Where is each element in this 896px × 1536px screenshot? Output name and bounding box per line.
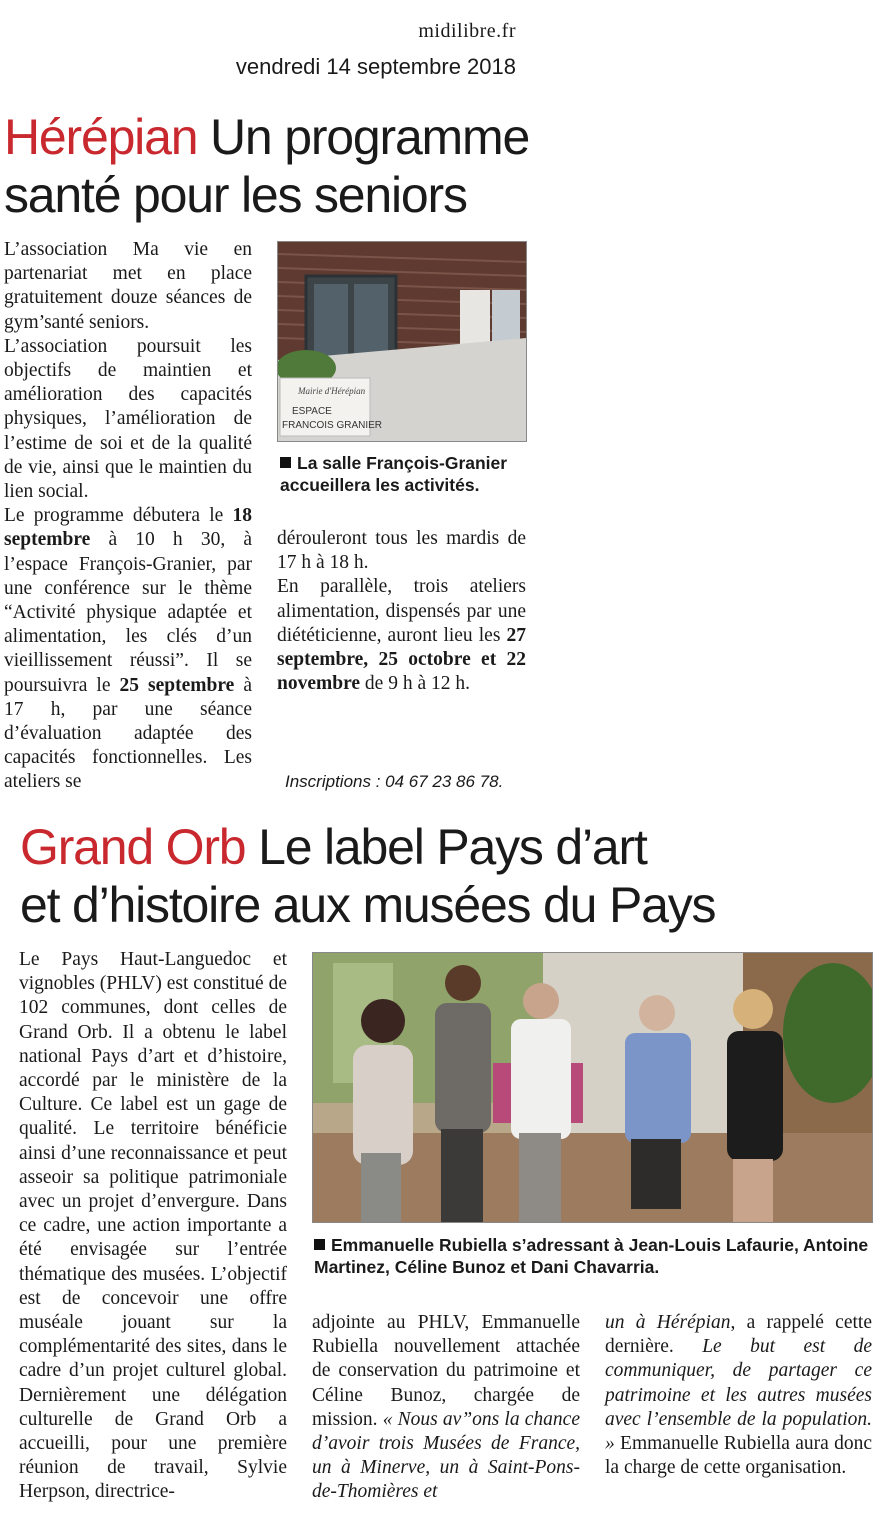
- article2-paragraph: adjointe au PHLV, Emmanuelle Rubiella nouvellement attachée de conservation du patrimoine et Céline Bunoz, chargée de mission. « Nous av”ons la chance d’avoir trois Musées de France, un à Minerve, un à Saint-Pons-de-Thomières et: [312, 1312, 580, 1503]
- publication-date: vendredi 14 septembre 2018: [235, 54, 516, 79]
- site-name: midilibre.fr: [418, 20, 516, 42]
- article1-paragraph: dérouleront tous les mardis de 17 h à 18 h.: [277, 528, 526, 574]
- sign-line1: ESPACE: [292, 406, 332, 417]
- article1-column2: [277, 527, 526, 696]
- date-highlight: 18 septembre: [4, 505, 252, 551]
- article2-caption: Emmanuelle Rubiella s’adressant à Jean-Louis Lafaurie, Antoine Martinez, Céline Bunoz et Dani Chavarria.: [314, 1235, 869, 1277]
- article2-paragraph: un à Hérépian, a rappelé cette dernière. Le but est de communiquer, de partager ce patrimoine et les autres musées avec l’ensemble de la population. » Emmanuelle Rubiella aura donc la charge de cette organisation.: [605, 1312, 872, 1479]
- article1-headline: [4, 108, 604, 224]
- article1-location-tag: Hérépian: [4, 109, 198, 165]
- article2-photo: [312, 952, 873, 1223]
- article1-paragraph: En parallèle, trois ateliers alimentation, dispensés par une diététicienne, auront lieu les 27 septembre, 25 octobre et 22 novembre de 9 h à 12 h.: [277, 576, 526, 695]
- quote-text: Le but est de communiquer, de partager ce patrimoine et les autres musées avec l’ensemble de la population. »: [605, 1336, 872, 1455]
- article2-headline: [20, 818, 880, 934]
- sign-line2: FRANCOIS GRANIER: [282, 420, 383, 431]
- article2-column3: [605, 1311, 872, 1480]
- article1-caption: La salle François-Granier accueillera les activités.: [280, 453, 508, 495]
- article2-location-tag: Grand Orb: [20, 819, 246, 875]
- article1-headline-line1: Un programme: [210, 109, 530, 165]
- article2-column1: [19, 948, 287, 1505]
- article2-column2: [312, 1311, 580, 1505]
- caption-bullet-icon: [280, 457, 291, 468]
- date-highlight: 25 septembre: [119, 674, 235, 696]
- article1-paragraph: L’association Ma vie en partenariat met en place gratuitement douze séances de gym’santé seniors.: [4, 239, 252, 333]
- article1-headline-line2: santé pour les seniors: [4, 167, 467, 223]
- sign-small-text: Mairie d'Hérépian: [298, 386, 366, 396]
- date-highlight: 27 septembre, 25 octobre et 22 novembre: [277, 624, 526, 695]
- article1-paragraph: L’association poursuit les objectifs de maintien et amélioration des capacités physiques, l’amélioration de l’estime de soi et de la qualité de vie, ainsi que le maintien du lien social.: [4, 335, 252, 503]
- article1-contact: Inscriptions : 04 67 23 86 78.: [285, 772, 504, 791]
- caption-bullet-icon: [314, 1239, 325, 1250]
- article1-paragraph: Le programme débutera le 18 septembre à 10 h 30, à l’espace François-Granier, par une conférence sur le thème “Activité physique adaptée et alimentation, les clés d’un vieillissement réussi”. Il se poursuivra le 25 septembre à 17 h, par une séance d’évaluation adaptée des capacités fonctionnelles. Les ateliers se: [4, 505, 252, 793]
- article2-headline-line1: Le label Pays d’art: [258, 819, 647, 875]
- article2-paragraph: Le Pays Haut-Languedoc et vignobles (PHLV) est constitué de 102 communes, dont celles de Grand Orb. Il a obtenu le label national Pays d’art et d’histoire, accordé par le ministère de la Culture. Ce label est un gage de qualité. Le territoire bénéficie ainsi d’une reconnaissance et peut asseoir sa politique patrimoniale avec un projet d’envergure. Dans ce cadre, une action importante a été envisagée sur l’entrée thématique des musées. L’objectif est de concevoir une offre muséale jouant sur la complémentarité des sites, dans le cadre d’un projet culturel global. Dernièrement une délégation culturelle de Grand Orb a accueilli, pour une première réunion de travail, Sylvie Herpson, directrice-: [19, 949, 287, 1503]
- article2-headline-line2: et d’histoire aux musées du Pays: [20, 877, 716, 933]
- quote-text: un à Hérépian: [605, 1312, 731, 1333]
- article1-column1: [4, 238, 252, 795]
- quote-text: « Nous av”ons la chance d’avoir trois Musées de France, un à Minerve, un à Saint-Pons-de-Thomières et: [312, 1408, 580, 1503]
- article1-photo: [277, 241, 527, 442]
